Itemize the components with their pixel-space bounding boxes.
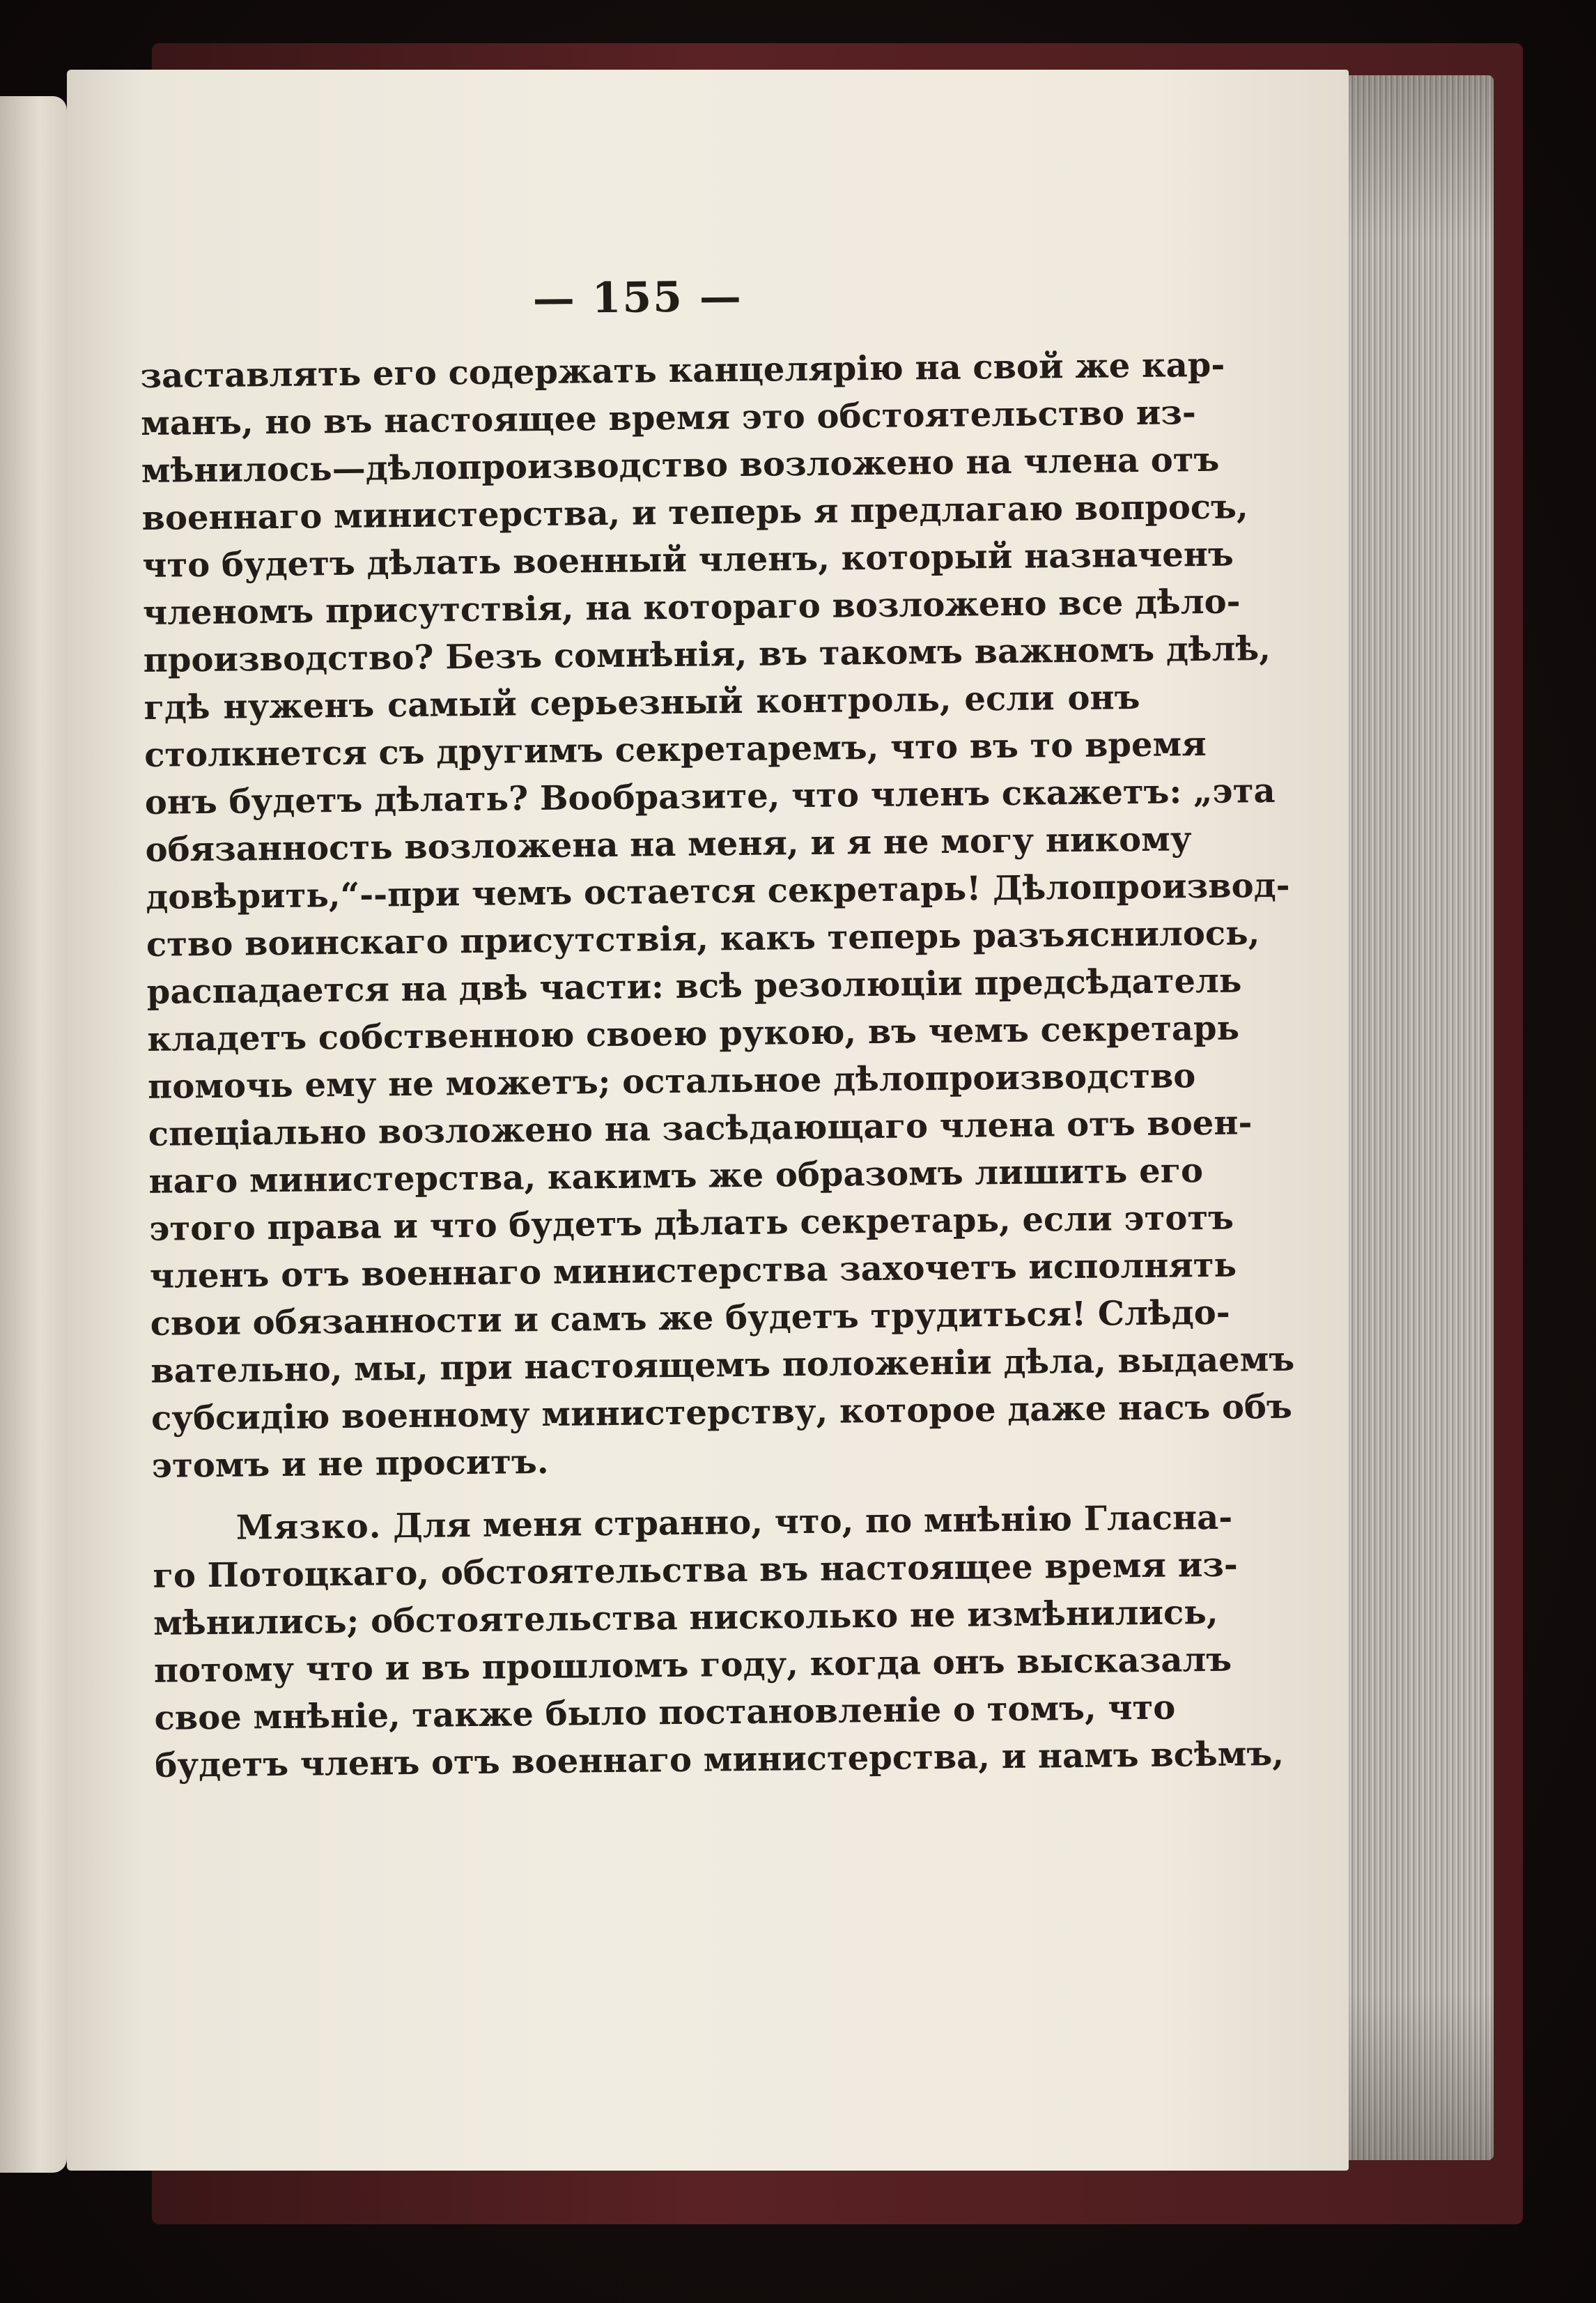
text-line: обязанность возложена на меня, и я не могу никому (145, 819, 1192, 870)
speaker-name: Мязко. (235, 1507, 382, 1548)
left-page-edge (0, 96, 67, 2173)
text-line: производство? Безъ сомнѣнія, въ такомъ важномъ дѣлѣ, (143, 629, 1271, 680)
text-line: спеціально возложено на засѣдающаго члена отъ воен- (148, 1103, 1253, 1154)
text-line: помочь ему не можетъ; остальное дѣлопроизводство (147, 1056, 1196, 1107)
text-line: субсидію военному министерству, которое даже насъ объ (150, 1387, 1293, 1438)
text-line: мѣнились; обстоятельства нисколько не измѣнились, (153, 1592, 1218, 1643)
text-line: членомъ присутствія, на котораго возложено все дѣло- (142, 582, 1241, 633)
text-line: наго министерства, какимъ же образомъ лишить его (148, 1151, 1204, 1201)
text-line: этого права и что будетъ дѣлать секретарь, если этотъ (148, 1198, 1234, 1249)
text-line: гдѣ нуженъ самый серьезный контроль, если онъ (144, 677, 1140, 727)
text-line: ство воинскаго присутствія, какъ теперь разъяснилось, (146, 914, 1260, 964)
paragraph-1 (140, 342, 1295, 1490)
text-line: этомъ и не проситъ. (151, 1442, 549, 1486)
text-line: потому что и въ прошломъ году, когда онъ высказалъ (153, 1640, 1232, 1690)
text-line: онъ будетъ дѣлать? Вообразите, что членъ скажетъ: „эта (144, 771, 1276, 822)
text-line: столкнется съ другимъ секретаремъ, что въ то время (144, 724, 1207, 775)
paragraph-2 (152, 1495, 1285, 1789)
text-line: мѣнилось—дѣлопроизводство возложено на члена отъ (141, 440, 1220, 491)
text-line: членъ отъ военнаго министерства захочетъ исполнять (149, 1245, 1237, 1296)
page-text (139, 268, 1295, 1789)
text-line: вательно, мы, при настоящемъ положеніи дѣла, выдаемъ (150, 1339, 1295, 1391)
text-line: распадается на двѣ части: всѣ резолюціи предсѣдатель (146, 961, 1242, 1012)
text-line: что будетъ дѣлать военный членъ, который назначенъ (142, 534, 1234, 585)
text-line: манъ, но въ настоящее время это обстоятельство из- (140, 393, 1197, 443)
text-line: кладетъ собственною своею рукою, въ чемъ секретарь (147, 1008, 1240, 1059)
page-number: — 155 — (532, 272, 743, 324)
text-line: довѣрить,“--при чемъ остается секретарь! Дѣлопроизвод- (146, 865, 1290, 917)
text-line: свои обязанности и самъ же будетъ трудиться! Слѣдо- (150, 1293, 1230, 1343)
text-line: го Потоцкаго, обстоятельства въ настоящее время из- (153, 1545, 1239, 1596)
speech-text: Для меня странно, что, по мнѣнію Гласна- (392, 1497, 1233, 1546)
page-stack-shade (1349, 75, 1494, 2160)
text-line: свое мнѣніе, также было постановленіе о томъ, что (154, 1688, 1176, 1738)
text-line: будетъ членъ отъ военнаго министерства, и намъ всѣмъ, (155, 1734, 1285, 1785)
text-line: военнаго министерства, и теперь я предлагаю вопросъ, (141, 487, 1248, 538)
text-line: заставлять его содержать канцелярію на свой же кар- (140, 345, 1225, 396)
